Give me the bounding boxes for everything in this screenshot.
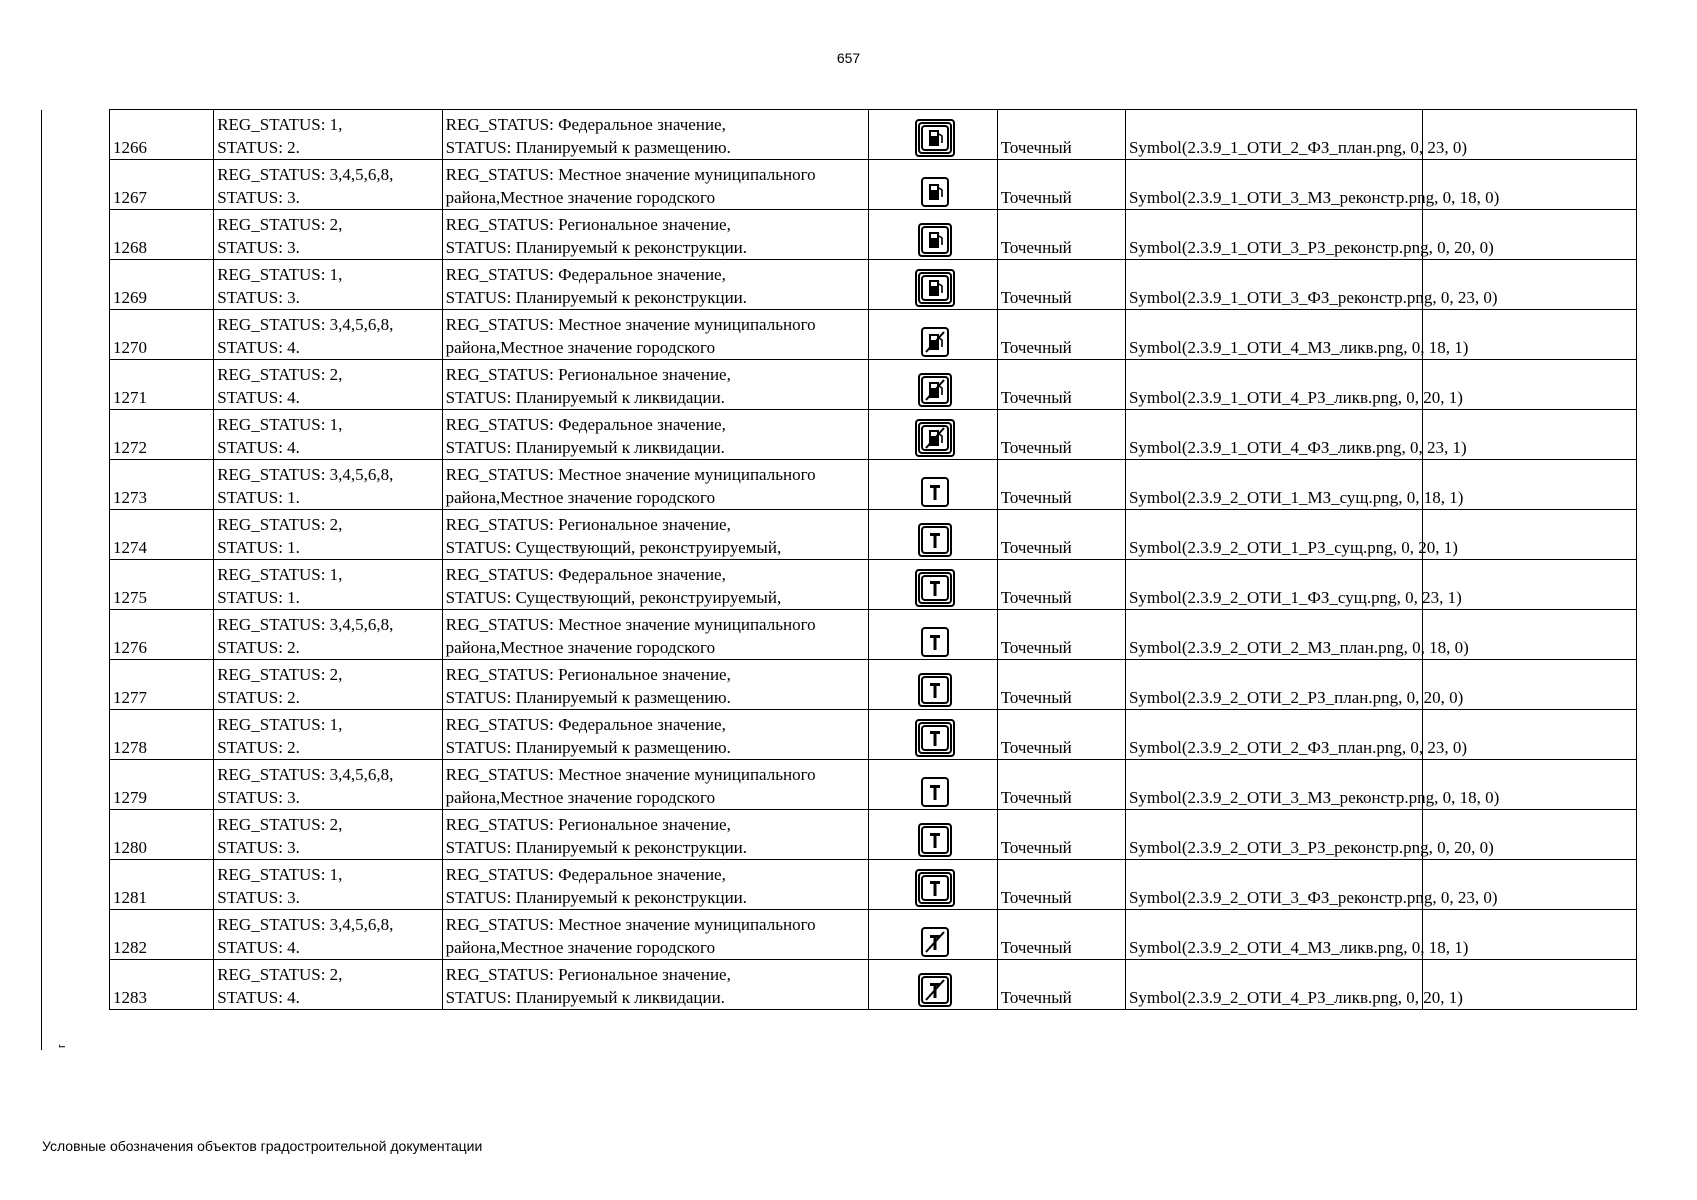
symbol-image-cell <box>869 160 997 210</box>
condition-cell-text: REG_STATUS: 3,4,5,6,8, <box>217 315 394 334</box>
symbol-spec-cell-text: Symbol(2.3.9_1_ОТИ_4_МЗ_ликв.png, 0, 18, 1) <box>1128 338 1469 357</box>
condition-cell-text: REG_STATUS: 1, <box>217 865 343 884</box>
service-station-icon <box>919 475 951 509</box>
geometry-type-cell <box>997 610 1125 660</box>
symbol-image-cell <box>869 560 997 610</box>
symbol-image-cell <box>869 360 997 410</box>
description-cell-text: STATUS: Планируемый к размещению. <box>445 688 731 707</box>
geometry-type-cell-text: Точечный <box>1000 988 1072 1007</box>
table-row <box>110 810 1637 860</box>
description-cell-text: района,Местное значение городского <box>445 338 716 357</box>
geometry-type-cell-text: Точечный <box>1000 638 1072 657</box>
geometry-type-cell-text: Точечный <box>1000 838 1072 857</box>
row-number-cell-text: 1270 <box>113 338 147 357</box>
row-number-cell-text: 1271 <box>113 388 147 407</box>
description-cell <box>442 560 869 610</box>
row-number-cell <box>110 560 214 610</box>
condition-cell-text: STATUS: 4. <box>217 338 300 357</box>
description-cell-text: района,Местное значение городского <box>445 938 716 957</box>
description-cell <box>442 860 869 910</box>
description-cell-text: REG_STATUS: Местное значение муниципального <box>445 915 816 934</box>
symbol-spec-cell-text: Symbol(2.3.9_1_ОТИ_2_ФЗ_план.png, 0, 23, 0) <box>1128 138 1468 157</box>
fuel-station-liquidation-icon <box>919 325 951 359</box>
description-cell-text: REG_STATUS: Региональное значение, <box>445 815 731 834</box>
symbol-spec-cell-text: Symbol(2.3.9_2_ОТИ_3_МЗ_реконстр.png, 0, 18, 0) <box>1128 788 1500 807</box>
symbol-spec-cell-text: Symbol(2.3.9_2_ОТИ_3_РЗ_реконстр.png, 0, 20, 0) <box>1128 838 1494 857</box>
symbol-image-cell <box>869 910 997 960</box>
description-cell-text: REG_STATUS: Местное значение муниципального <box>445 315 816 334</box>
row-number-cell-text: 1272 <box>113 438 147 457</box>
table-row <box>110 660 1637 710</box>
geometry-type-cell-text: Точечный <box>1000 138 1072 157</box>
condition-cell <box>214 160 442 210</box>
row-number-cell-text: 1278 <box>113 738 147 757</box>
fuel-station-icon <box>913 117 957 159</box>
symbol-image-cell <box>869 460 997 510</box>
symbol-spec-cell-text: Symbol(2.3.9_2_ОТИ_4_РЗ_ликв.png, 0, 20, 1) <box>1128 988 1463 1007</box>
condition-cell <box>214 410 442 460</box>
description-cell <box>442 360 869 410</box>
symbol-spec-cell-text: Symbol(2.3.9_2_ОТИ_2_РЗ_план.png, 0, 20, 0) <box>1128 688 1464 707</box>
row-number-cell-text: 1277 <box>113 688 147 707</box>
table-row <box>110 260 1637 310</box>
description-cell-text: STATUS: Существующий, реконструируемый, <box>445 538 782 557</box>
row-number-cell-text: 1269 <box>113 288 147 307</box>
description-cell-text: района,Местное значение городского <box>445 188 716 207</box>
symbol-spec-cell <box>1125 960 1463 1010</box>
description-cell-text: STATUS: Планируемый к размещению. <box>445 738 731 757</box>
fuel-station-liquidation-icon <box>913 417 957 459</box>
service-station-icon <box>913 867 957 909</box>
description-cell-text: STATUS: Планируемый к реконструкции. <box>445 838 748 857</box>
service-station-icon <box>916 671 954 709</box>
description-cell <box>442 710 869 760</box>
condition-cell <box>214 110 442 160</box>
description-cell-text: района,Местное значение городского <box>445 638 716 657</box>
symbol-spec-cell <box>1125 910 1469 960</box>
description-cell <box>442 660 869 710</box>
symbol-spec-cell <box>1125 460 1464 510</box>
condition-cell <box>214 360 442 410</box>
left-margin-rule <box>41 110 42 1050</box>
description-cell-text: REG_STATUS: Местное значение муниципального <box>445 615 816 634</box>
symbol-spec-cell <box>1125 560 1462 610</box>
symbol-image-cell <box>869 610 997 660</box>
description-cell-text: REG_STATUS: Федеральное значение, <box>445 715 726 734</box>
symbol-image-cell <box>869 960 997 1010</box>
row-number-cell-text: 1268 <box>113 238 147 257</box>
symbol-spec-cell <box>1125 710 1468 760</box>
description-cell-text: STATUS: Планируемый к размещению. <box>445 138 731 157</box>
description-cell-text: REG_STATUS: Федеральное значение, <box>445 565 726 584</box>
description-cell-text: REG_STATUS: Региональное значение, <box>445 665 731 684</box>
description-cell-text: STATUS: Планируемый к реконструкции. <box>445 288 748 307</box>
row-number-cell <box>110 210 214 260</box>
condition-cell-text: STATUS: 1. <box>217 538 300 557</box>
table-row <box>110 860 1637 910</box>
condition-cell <box>214 760 442 810</box>
condition-cell-text: STATUS: 1. <box>217 588 300 607</box>
row-number-cell <box>110 810 214 860</box>
condition-cell-text: STATUS: 3. <box>217 838 300 857</box>
condition-cell-text: REG_STATUS: 2, <box>217 815 343 834</box>
description-cell-text: REG_STATUS: Местное значение муниципального <box>445 165 816 184</box>
geometry-type-cell <box>997 660 1125 710</box>
description-cell-text: STATUS: Планируемый к ликвидации. <box>445 988 725 1007</box>
condition-cell-text: STATUS: 3. <box>217 238 300 257</box>
geometry-type-cell <box>997 460 1125 510</box>
condition-cell-text: REG_STATUS: 2, <box>217 215 343 234</box>
geometry-type-cell-text: Точечный <box>1000 588 1072 607</box>
description-cell <box>442 110 869 160</box>
symbol-spec-cell <box>1125 210 1494 260</box>
description-cell <box>442 410 869 460</box>
symbol-image-cell <box>869 660 997 710</box>
condition-cell-text: REG_STATUS: 1, <box>217 565 343 584</box>
condition-cell <box>214 610 442 660</box>
geometry-type-cell <box>997 510 1125 560</box>
service-station-icon <box>916 821 954 859</box>
description-cell-text: REG_STATUS: Местное значение муниципального <box>445 765 816 784</box>
symbols-table-body <box>110 110 1637 1010</box>
condition-cell-text: STATUS: 3. <box>217 288 300 307</box>
symbol-spec-cell-text: Symbol(2.3.9_2_ОТИ_3_ФЗ_реконстр.png, 0, 23, 0) <box>1128 888 1498 907</box>
description-cell <box>442 510 869 560</box>
geometry-type-cell-text: Точечный <box>1000 288 1072 307</box>
condition-cell-text: STATUS: 2. <box>217 638 300 657</box>
description-cell-text: района,Местное значение городского <box>445 488 716 507</box>
description-cell-text: STATUS: Планируемый к реконструкции. <box>445 238 748 257</box>
description-cell-text: STATUS: Планируемый к ликвидации. <box>445 438 725 457</box>
symbol-spec-cell-text: Symbol(2.3.9_1_ОТИ_4_ФЗ_ликв.png, 0, 23, 1) <box>1128 438 1467 457</box>
row-number-cell <box>110 910 214 960</box>
service-station-icon <box>916 521 954 559</box>
condition-cell <box>214 660 442 710</box>
symbol-spec-cell <box>1125 610 1469 660</box>
symbol-spec-cell <box>1125 310 1469 360</box>
symbol-spec-cell <box>1125 810 1494 860</box>
condition-cell <box>214 260 442 310</box>
table-row <box>110 960 1637 1010</box>
symbol-image-cell <box>869 110 997 160</box>
row-number-cell-text: 1276 <box>113 638 147 657</box>
condition-cell-text: REG_STATUS: 1, <box>217 115 343 134</box>
description-cell-text: REG_STATUS: Местное значение муниципального <box>445 465 816 484</box>
geometry-type-cell <box>997 310 1125 360</box>
symbol-image-cell <box>869 760 997 810</box>
condition-cell-text: REG_STATUS: 1, <box>217 265 343 284</box>
service-station-icon <box>913 567 957 609</box>
geometry-type-cell-text: Точечный <box>1000 938 1072 957</box>
condition-cell-text: REG_STATUS: 1, <box>217 715 343 734</box>
geometry-type-cell <box>997 360 1125 410</box>
row-number-cell-text: 1273 <box>113 488 147 507</box>
row-number-cell <box>110 960 214 1010</box>
service-station-liquidation-icon <box>919 925 951 959</box>
condition-cell-text: REG_STATUS: 2, <box>217 665 343 684</box>
description-cell-text: REG_STATUS: Региональное значение, <box>445 365 731 384</box>
condition-cell-text: STATUS: 2. <box>217 738 300 757</box>
symbol-spec-cell <box>1125 110 1468 160</box>
geometry-type-cell-text: Точечный <box>1000 538 1072 557</box>
symbol-spec-cell-text: Symbol(2.3.9_1_ОТИ_3_МЗ_реконстр.png, 0, 18, 0) <box>1128 188 1500 207</box>
description-cell-text: REG_STATUS: Региональное значение, <box>445 215 731 234</box>
description-cell-text: REG_STATUS: Региональное значение, <box>445 965 731 984</box>
condition-cell <box>214 910 442 960</box>
row-number-cell <box>110 110 214 160</box>
description-cell <box>442 960 869 1010</box>
row-number-cell-text: 1267 <box>113 188 147 207</box>
fuel-station-liquidation-icon <box>916 371 954 409</box>
symbol-image-cell <box>869 810 997 860</box>
table-row <box>110 360 1637 410</box>
symbol-spec-cell <box>1125 760 1500 810</box>
condition-cell-text: REG_STATUS: 3,4,5,6,8, <box>217 765 394 784</box>
row-number-cell <box>110 710 214 760</box>
symbol-spec-cell-text: Symbol(2.3.9_1_ОТИ_3_РЗ_реконстр.png, 0, 20, 0) <box>1128 238 1494 257</box>
row-number-cell <box>110 410 214 460</box>
condition-cell-text: STATUS: 4. <box>217 388 300 407</box>
description-cell-text: REG_STATUS: Федеральное значение, <box>445 865 726 884</box>
description-cell <box>442 210 869 260</box>
service-station-icon <box>919 625 951 659</box>
table-row <box>110 460 1637 510</box>
geometry-type-cell <box>997 560 1125 610</box>
geometry-type-cell <box>997 260 1125 310</box>
symbol-spec-cell-text: Symbol(2.3.9_2_ОТИ_2_ФЗ_план.png, 0, 23, 0) <box>1128 738 1468 757</box>
geometry-type-cell <box>997 860 1125 910</box>
table-row <box>110 410 1637 460</box>
symbol-spec-cell <box>1125 260 1498 310</box>
description-cell-text: STATUS: Планируемый к реконструкции. <box>445 888 748 907</box>
symbol-spec-cell-text: Symbol(2.3.9_2_ОТИ_1_МЗ_сущ.png, 0, 18, 1) <box>1128 488 1464 507</box>
condition-cell-text: STATUS: 3. <box>217 188 300 207</box>
geometry-type-cell <box>997 110 1125 160</box>
row-number-cell-text: 1282 <box>113 938 147 957</box>
condition-cell-text: STATUS: 1. <box>217 488 300 507</box>
geometry-type-cell <box>997 960 1125 1010</box>
fuel-station-icon <box>916 221 954 259</box>
row-number-cell <box>110 260 214 310</box>
condition-cell <box>214 810 442 860</box>
condition-cell <box>214 860 442 910</box>
page-number: 657 <box>836 50 861 66</box>
table-row <box>110 610 1637 660</box>
row-number-cell-text: 1281 <box>113 888 147 907</box>
fuel-station-icon <box>913 267 957 309</box>
margin-mark: г <box>56 1043 69 1049</box>
geometry-type-cell <box>997 910 1125 960</box>
condition-cell-text: REG_STATUS: 3,4,5,6,8, <box>217 915 394 934</box>
condition-cell <box>214 560 442 610</box>
service-station-liquidation-icon <box>916 971 954 1009</box>
condition-cell <box>214 710 442 760</box>
description-cell <box>442 460 869 510</box>
row-number-cell-text: 1280 <box>113 838 147 857</box>
condition-cell-text: REG_STATUS: 3,4,5,6,8, <box>217 615 394 634</box>
description-cell-text: REG_STATUS: Региональное значение, <box>445 515 731 534</box>
description-cell-text: района,Местное значение городского <box>445 788 716 807</box>
table-row <box>110 710 1637 760</box>
condition-cell-text: STATUS: 4. <box>217 938 300 957</box>
condition-cell <box>214 310 442 360</box>
condition-cell-text: STATUS: 3. <box>217 788 300 807</box>
geometry-type-cell <box>997 760 1125 810</box>
symbol-spec-cell <box>1125 410 1467 460</box>
symbol-spec-cell-text: Symbol(2.3.9_1_ОТИ_4_РЗ_ликв.png, 0, 20, 1) <box>1128 388 1463 407</box>
symbol-spec-cell <box>1125 510 1458 560</box>
geometry-type-cell <box>997 710 1125 760</box>
symbol-spec-cell-text: Symbol(2.3.9_2_ОТИ_4_МЗ_ликв.png, 0, 18, 1) <box>1128 938 1469 957</box>
symbol-image-cell <box>869 260 997 310</box>
geometry-type-cell-text: Точечный <box>1000 388 1072 407</box>
description-cell-text: STATUS: Планируемый к ликвидации. <box>445 388 725 407</box>
geometry-type-cell-text: Точечный <box>1000 688 1072 707</box>
symbol-image-cell <box>869 510 997 560</box>
description-cell-text: REG_STATUS: Федеральное значение, <box>445 265 726 284</box>
condition-cell-text: STATUS: 4. <box>217 988 300 1007</box>
condition-cell-text: STATUS: 2. <box>217 688 300 707</box>
symbol-image-cell <box>869 860 997 910</box>
row-number-cell <box>110 460 214 510</box>
condition-cell-text: REG_STATUS: 1, <box>217 415 343 434</box>
condition-cell-text: STATUS: 3. <box>217 888 300 907</box>
description-cell-text: REG_STATUS: Федеральное значение, <box>445 115 726 134</box>
symbols-table <box>109 109 1637 1010</box>
description-cell <box>442 610 869 660</box>
table-row <box>110 310 1637 360</box>
geometry-type-cell-text: Точечный <box>1000 238 1072 257</box>
symbol-spec-cell-text: Symbol(2.3.9_1_ОТИ_3_ФЗ_реконстр.png, 0, 23, 0) <box>1128 288 1498 307</box>
row-number-cell <box>110 760 214 810</box>
document-footer: Условные обозначения объектов градостроительной документации <box>42 1138 483 1154</box>
row-number-cell <box>110 860 214 910</box>
condition-cell-text: REG_STATUS: 2, <box>217 365 343 384</box>
table-row <box>110 160 1637 210</box>
row-number-cell <box>110 310 214 360</box>
description-cell-text: REG_STATUS: Федеральное значение, <box>445 415 726 434</box>
condition-cell-text: REG_STATUS: 2, <box>217 965 343 984</box>
description-cell <box>442 760 869 810</box>
symbol-image-cell <box>869 410 997 460</box>
symbol-spec-cell <box>1125 160 1500 210</box>
service-station-icon <box>919 775 951 809</box>
row-number-cell-text: 1274 <box>113 538 147 557</box>
description-cell <box>442 910 869 960</box>
geometry-type-cell-text: Точечный <box>1000 888 1072 907</box>
condition-cell <box>214 460 442 510</box>
row-number-cell <box>110 360 214 410</box>
geometry-type-cell-text: Точечный <box>1000 788 1072 807</box>
symbol-image-cell <box>869 310 997 360</box>
table-row <box>110 560 1637 610</box>
description-cell <box>442 160 869 210</box>
geometry-type-cell-text: Точечный <box>1000 438 1072 457</box>
fuel-station-icon <box>919 175 951 209</box>
symbol-image-cell <box>869 710 997 760</box>
row-number-cell-text: 1266 <box>113 138 147 157</box>
geometry-type-cell <box>997 210 1125 260</box>
geometry-type-cell-text: Точечный <box>1000 738 1072 757</box>
symbol-spec-cell-text: Symbol(2.3.9_2_ОТИ_2_МЗ_план.png, 0, 18, 0) <box>1128 638 1469 657</box>
service-station-icon <box>913 717 957 759</box>
symbol-spec-cell-text: Symbol(2.3.9_2_ОТИ_1_ФЗ_сущ.png, 0, 23, 1) <box>1128 588 1462 607</box>
geometry-type-cell <box>997 810 1125 860</box>
table-row <box>110 110 1637 160</box>
condition-cell-text: REG_STATUS: 3,4,5,6,8, <box>217 465 394 484</box>
row-number-cell <box>110 160 214 210</box>
row-number-cell <box>110 660 214 710</box>
row-number-cell-text: 1283 <box>113 988 147 1007</box>
table-row <box>110 760 1637 810</box>
description-cell-text: STATUS: Существующий, реконструируемый, <box>445 588 782 607</box>
symbol-spec-cell <box>1125 860 1498 910</box>
symbol-spec-cell <box>1125 660 1464 710</box>
condition-cell <box>214 960 442 1010</box>
symbol-spec-cell-text: Symbol(2.3.9_2_ОТИ_1_РЗ_сущ.png, 0, 20, 1) <box>1128 538 1458 557</box>
symbol-spec-cell <box>1125 360 1463 410</box>
geometry-type-cell-text: Точечный <box>1000 188 1072 207</box>
row-number-cell-text: 1279 <box>113 788 147 807</box>
description-cell <box>442 310 869 360</box>
condition-cell <box>214 210 442 260</box>
geometry-type-cell <box>997 160 1125 210</box>
condition-cell-text: REG_STATUS: 2, <box>217 515 343 534</box>
condition-cell-text: REG_STATUS: 3,4,5,6,8, <box>217 165 394 184</box>
condition-cell <box>214 510 442 560</box>
symbol-image-cell <box>869 210 997 260</box>
row-number-cell <box>110 610 214 660</box>
geometry-type-cell <box>997 410 1125 460</box>
condition-cell-text: STATUS: 2. <box>217 138 300 157</box>
condition-cell-text: STATUS: 4. <box>217 438 300 457</box>
description-cell <box>442 260 869 310</box>
geometry-type-cell-text: Точечный <box>1000 338 1072 357</box>
description-cell <box>442 810 869 860</box>
table-row <box>110 910 1637 960</box>
row-number-cell-text: 1275 <box>113 588 147 607</box>
geometry-type-cell-text: Точечный <box>1000 488 1072 507</box>
table-row <box>110 210 1637 260</box>
table-row <box>110 510 1637 560</box>
row-number-cell <box>110 510 214 560</box>
